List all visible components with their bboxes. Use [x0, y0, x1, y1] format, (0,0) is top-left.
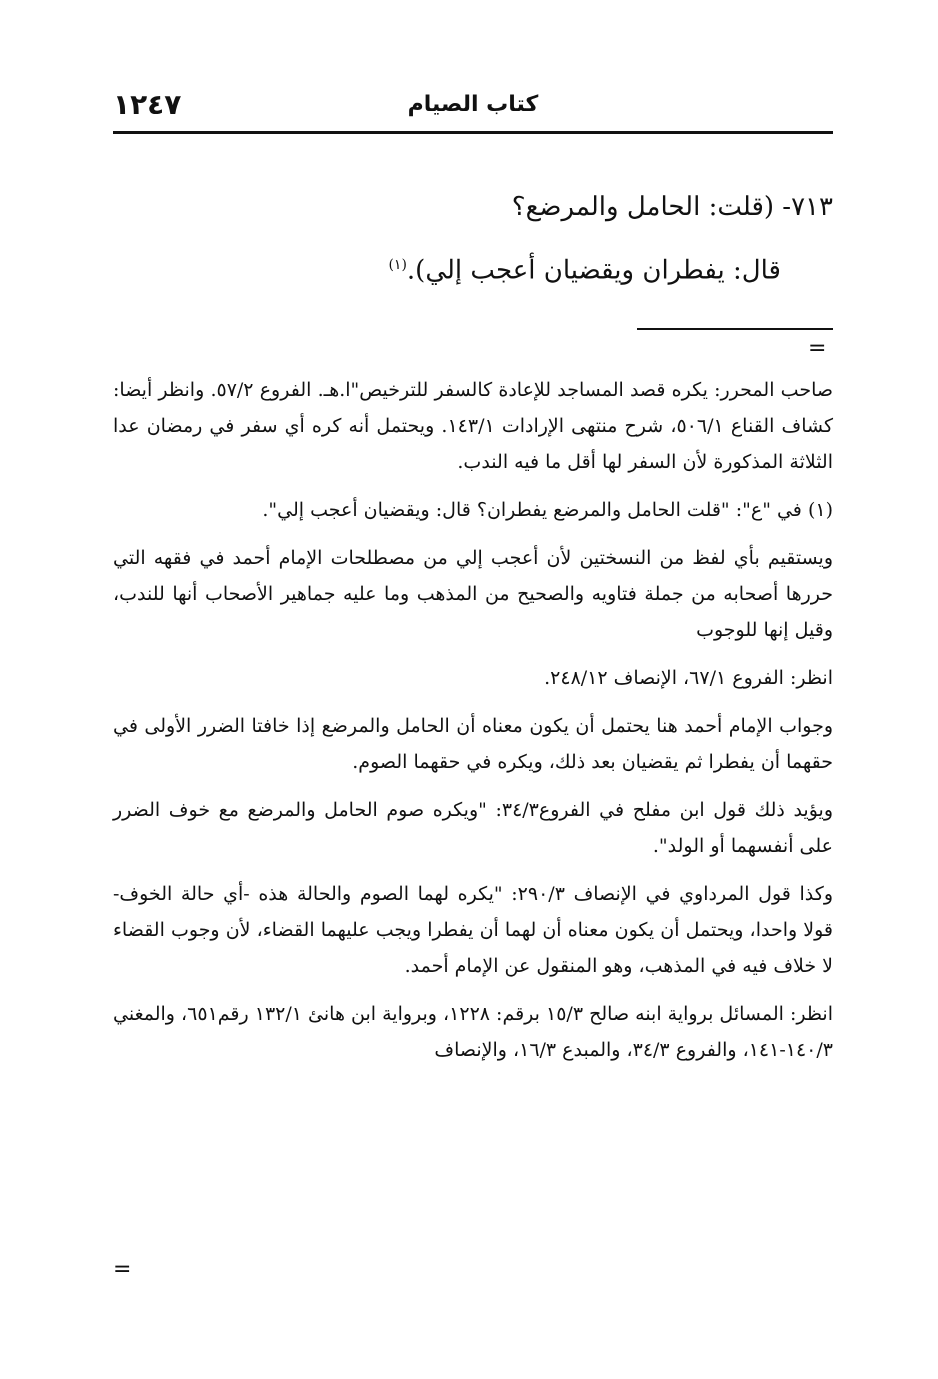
footnote-1-text: في "ع": "قلت الحامل والمرضع يفطران؟ قال: ويقضيان أعجب إلي". [262, 499, 802, 521]
footnote-1-paragraph: وجواب الإمام أحمد هنا يحتمل أن يكون معناه أن الحامل والمرضع إذا خافتا الضرر الأولى في حقهما أن يفطرا ثم يقضيان بعد ذلك، ويكره في حقهما الصوم. [113, 715, 833, 773]
footnote-1-paragraph: ويؤيد ذلك قول ابن مفلح في الفروع٣٤/٣: "ويكره صوم الحامل والمرضع مع خوف الضرر على أنفسهما أو الولد". [113, 799, 833, 857]
footnote-continued: صاحب المحرر: يكره قصد المساجد للإعادة كالسفر للترخيص"ا.هـ. الفروع ٥٧/٢. وانظر أيضا: كشاف القناع ٥٠٦/١، شرح منتهى الإرادات ١٤٣/١. ويحتمل أنه كره أي سفر في رمضان عدا الثلاثة المذكورة لأن السفر لها أقل ما فيه الندب. [113, 379, 833, 473]
footnotes [113, 372, 833, 1080]
question-line: ٧١٣- (قلت: الحامل والمرضع؟ [511, 192, 833, 222]
running-title: كتاب الصيام [407, 92, 539, 117]
answer-text: قال: يفطران ويقضيان أعجب إلي). [406, 255, 781, 286]
footnote-1-paragraph: ويستقيم بأي لفظ من النسختين لأن أعجب إلي من مصطلحات الإمام أحمد في فقهه التي حررها أصحابه من جملة فتاويه والصحيح من المذهب وما عليه جماهير الأصحاب أنها للندب، وقيل إنها للوجوب [113, 547, 833, 641]
footnote-1 [113, 492, 833, 528]
footnote-separator [637, 328, 833, 330]
footnote-1-paragraph: وكذا قول المرداوي في الإنصاف ٢٩٠/٣: "يكره لهما الصوم والحالة هذه -أي حالة الخوف- قولا واحدا، ويحتمل أن يكون معناه أن لهما أن يفطرا ويجب عليهما القضاء، لأن وجوب القضاء لا خلاف فيه في المذهب، وهو المنقول عن الإمام أحمد. [113, 883, 833, 977]
footnote-marker: (١) [388, 257, 407, 273]
continuation-mark: = [808, 336, 827, 361]
header-rule [113, 131, 833, 134]
continues-mark: = [113, 1257, 132, 1282]
main-text [113, 178, 833, 300]
footnote-1-reference: انظر: المسائل برواية ابنه صالح ١٥/٣ برقم: ١٢٢٨، وبرواية ابن هانئ ١٣٢/١ رقم٦٥١، والمغني ١٤٠/٣-١٤١، والفروع ٣٤/٣، والمبدع ١٦/٣، والإنصاف [113, 1003, 833, 1061]
footnote-1-reference: انظر: الفروع ٦٧/١، الإنصاف ٢٤٨/١٢. [544, 667, 833, 689]
page-number: ١٢٤٧ [113, 88, 182, 121]
footnote-1-number: (١) [807, 499, 833, 521]
answer-line [113, 236, 833, 300]
running-header [113, 88, 833, 130]
